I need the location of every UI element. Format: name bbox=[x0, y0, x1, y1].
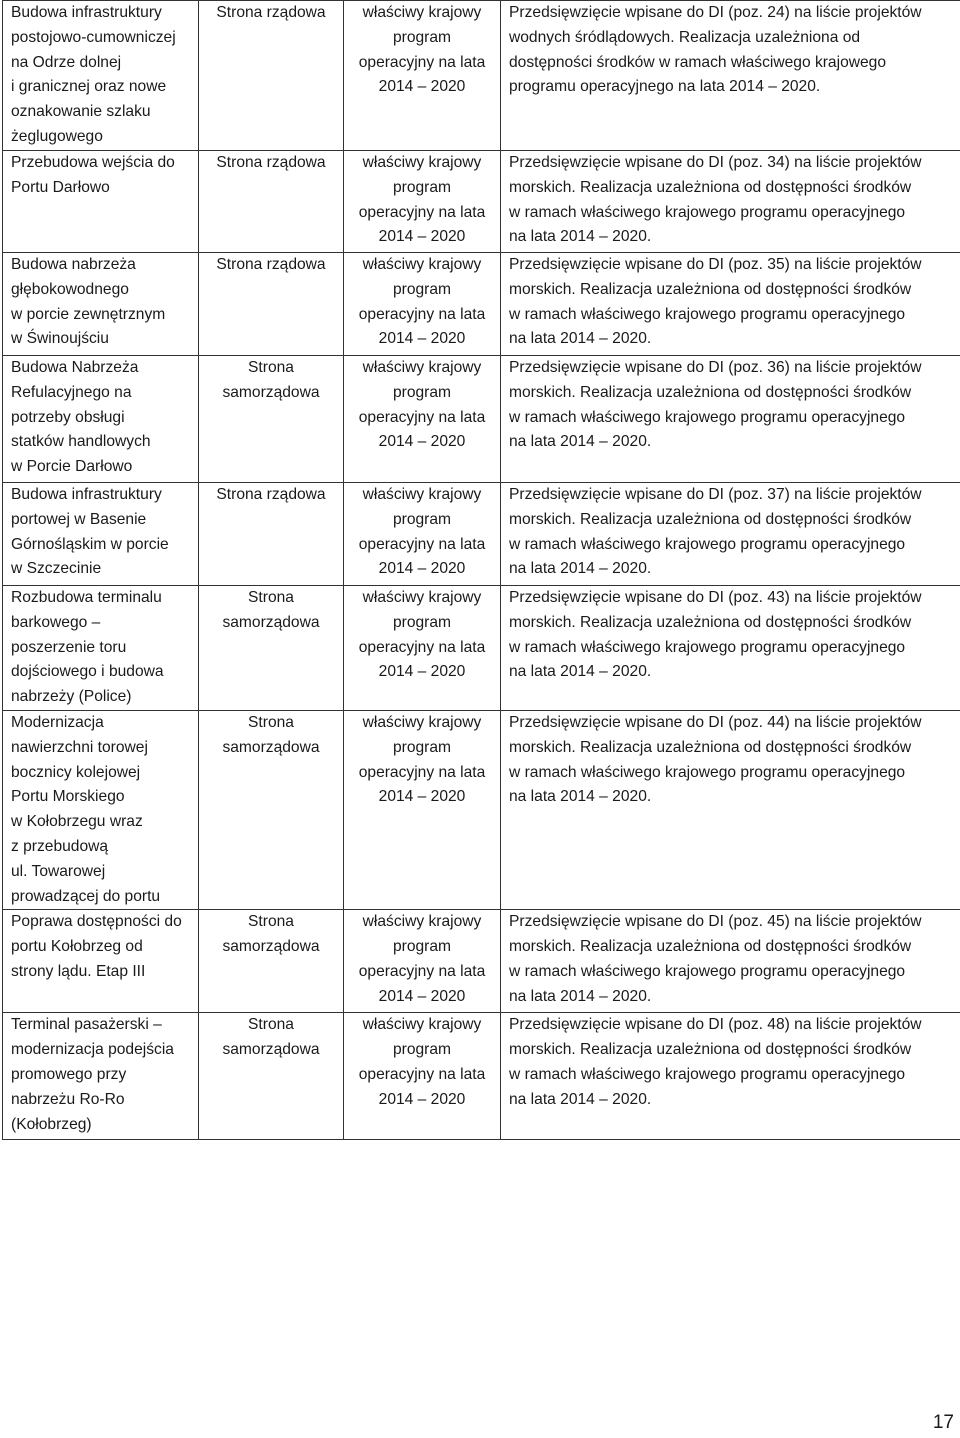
project-name-cell: Budowa Nabrzeża Refulacyjnego na potrzeby obsługi statków handlowych w Porcie Darłowo bbox=[3, 356, 199, 483]
table-row bbox=[3, 356, 960, 483]
remarks-cell: Przedsięwzięcie wpisane do DI (poz. 37) na liście projektów morskich. Realizacja uzależniona od dostępności środków w ramach właściwego krajowego programu operacyjnego na lata 2014 – 2020. bbox=[501, 483, 960, 586]
remarks-cell: Przedsięwzięcie wpisane do DI (poz. 45) na liście projektów morskich. Realizacja uzależniona od dostępności środków w ramach właściwego krajowego programu operacyjnego na lata 2014 – 2020. bbox=[501, 910, 960, 1013]
table-row bbox=[3, 1013, 960, 1140]
remarks-cell: Przedsięwzięcie wpisane do DI (poz. 35) na liście projektów morskich. Realizacja uzależniona od dostępności środków w ramach właściwego krajowego programu operacyjnego na lata 2014 – 2020. bbox=[501, 253, 960, 356]
funding-program-cell: właściwy krajowy program operacyjny na lata 2014 – 2020 bbox=[344, 483, 501, 586]
remarks-cell: Przedsięwzięcie wpisane do DI (poz. 24) na liście projektów wodnych śródlądowych. Realizacja uzależniona od dostępności środków w ramach właściwego krajowego programu operacyjnego na lata 2014 – 2020. bbox=[501, 1, 960, 151]
funding-program-cell: właściwy krajowy program operacyjny na lata 2014 – 2020 bbox=[344, 910, 501, 1013]
funding-program-cell: właściwy krajowy program operacyjny na lata 2014 – 2020 bbox=[344, 356, 501, 483]
responsible-party-cell: Strona rządowa bbox=[199, 1, 344, 151]
remarks-cell: Przedsięwzięcie wpisane do DI (poz. 43) na liście projektów morskich. Realizacja uzależniona od dostępności środków w ramach właściwego krajowego programu operacyjnego na lata 2014 – 2020. bbox=[501, 586, 960, 711]
funding-program-cell: właściwy krajowy program operacyjny na lata 2014 – 2020 bbox=[344, 1013, 501, 1140]
project-name-cell: Przebudowa wejścia do Portu Darłowo bbox=[3, 151, 199, 253]
remarks-cell: Przedsięwzięcie wpisane do DI (poz. 36) na liście projektów morskich. Realizacja uzależniona od dostępności środków w ramach właściwego krajowego programu operacyjnego na lata 2014 – 2020. bbox=[501, 356, 960, 483]
responsible-party-cell: Strona samorządowa bbox=[199, 910, 344, 1013]
project-name-cell: Budowa infrastruktury portowej w Basenie Górnośląskim w porcie w Szczecinie bbox=[3, 483, 199, 586]
funding-program-cell: właściwy krajowy program operacyjny na lata 2014 – 2020 bbox=[344, 710, 501, 909]
project-name-cell: Poprawa dostępności do portu Kołobrzeg od strony lądu. Etap III bbox=[3, 910, 199, 1013]
table-row bbox=[3, 710, 960, 909]
table-row bbox=[3, 910, 960, 1013]
table-row bbox=[3, 586, 960, 711]
responsible-party-cell: Strona rządowa bbox=[199, 253, 344, 356]
project-name-cell: Budowa nabrzeża głębokowodnego w porcie zewnętrznym w Świnoujściu bbox=[3, 253, 199, 356]
table-row bbox=[3, 483, 960, 586]
responsible-party-cell: Strona samorządowa bbox=[199, 1013, 344, 1140]
project-name-cell: Budowa infrastruktury postojowo-cumowniczej na Odrze dolnej i granicznej oraz nowe oznakowanie szlaku żeglugowego bbox=[3, 1, 199, 151]
project-name-cell: Rozbudowa terminalu barkowego – poszerzenie toru dojściowego i budowa nabrzeży (Police) bbox=[3, 586, 199, 711]
responsible-party-cell: Strona samorządowa bbox=[199, 710, 344, 909]
funding-program-cell: właściwy krajowy program operacyjny na lata 2014 – 2020 bbox=[344, 151, 501, 253]
remarks-cell: Przedsięwzięcie wpisane do DI (poz. 34) na liście projektów morskich. Realizacja uzależniona od dostępności środków w ramach właściwego krajowego programu operacyjnego na lata 2014 – 2020. bbox=[501, 151, 960, 253]
remarks-cell: Przedsięwzięcie wpisane do DI (poz. 44) na liście projektów morskich. Realizacja uzależniona od dostępności środków w ramach właściwego krajowego programu operacyjnego na lata 2014 – 2020. bbox=[501, 710, 960, 909]
responsible-party-cell: Strona rządowa bbox=[199, 483, 344, 586]
projects-table bbox=[2, 0, 960, 1140]
responsible-party-cell: Strona rządowa bbox=[199, 151, 344, 253]
responsible-party-cell: Strona samorządowa bbox=[199, 586, 344, 711]
table-row bbox=[3, 253, 960, 356]
funding-program-cell: właściwy krajowy program operacyjny na lata 2014 – 2020 bbox=[344, 586, 501, 711]
remarks-cell: Przedsięwzięcie wpisane do DI (poz. 48) na liście projektów morskich. Realizacja uzależniona od dostępności środków w ramach właściwego krajowego programu operacyjnego na lata 2014 – 2020. bbox=[501, 1013, 960, 1140]
table-row bbox=[3, 1, 960, 151]
project-name-cell: Terminal pasażerski – modernizacja podejścia promowego przy nabrzeżu Ro-Ro (Kołobrzeg) bbox=[3, 1013, 199, 1140]
funding-program-cell: właściwy krajowy program operacyjny na lata 2014 – 2020 bbox=[344, 1, 501, 151]
funding-program-cell: właściwy krajowy program operacyjny na lata 2014 – 2020 bbox=[344, 253, 501, 356]
responsible-party-cell: Strona samorządowa bbox=[199, 356, 344, 483]
page-number: 17 bbox=[932, 1412, 954, 1433]
project-name-cell: Modernizacja nawierzchni torowej bocznicy kolejowej Portu Morskiego w Kołobrzegu wraz z przebudową ul. Towarowej prowadzącej do portu bbox=[3, 710, 199, 909]
table-row bbox=[3, 151, 960, 253]
